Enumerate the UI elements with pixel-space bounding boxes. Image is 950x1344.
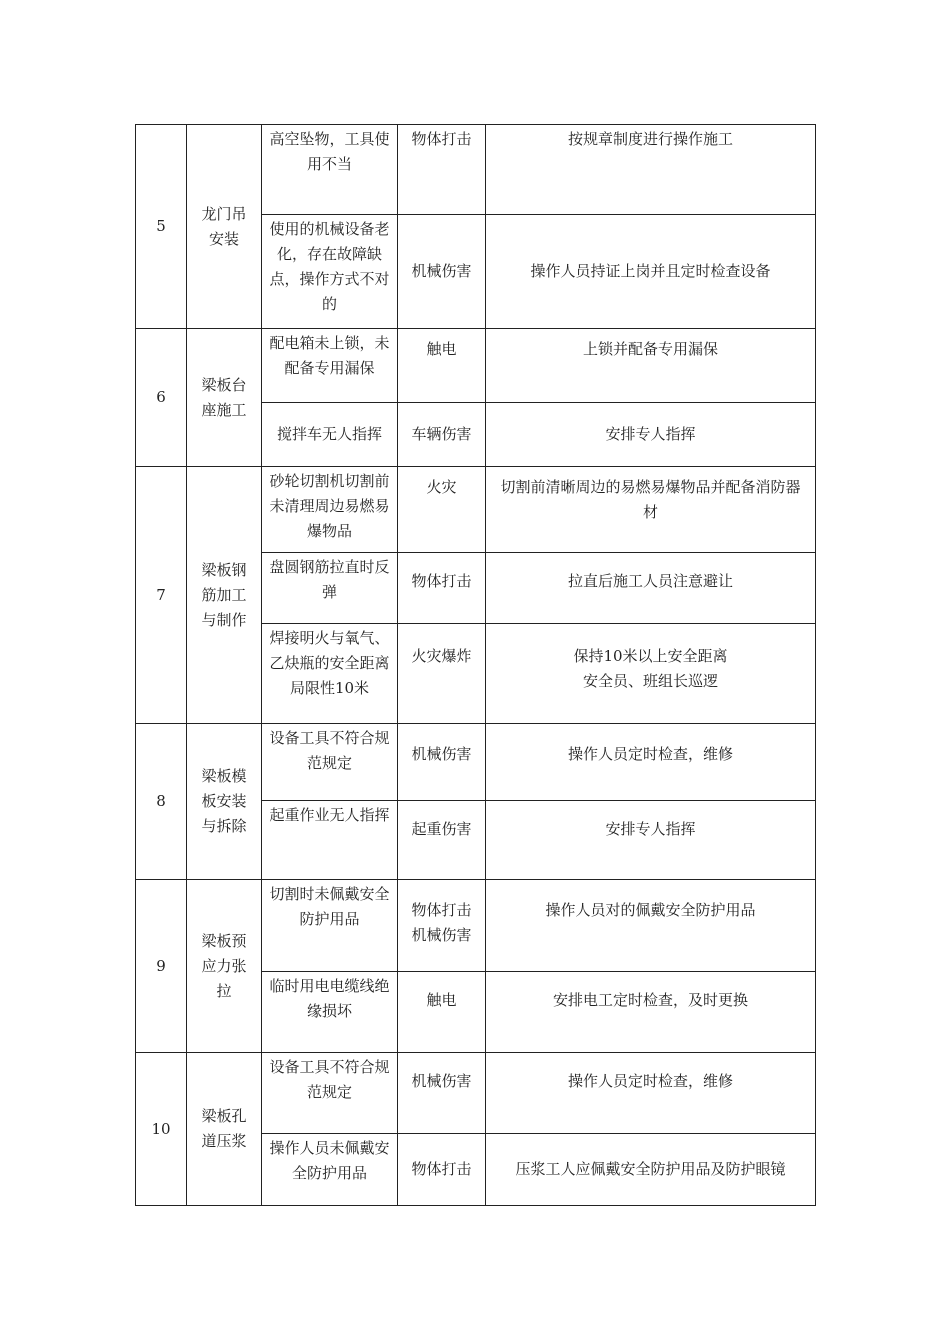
process-name: 梁板台座施工 <box>187 329 262 467</box>
accident-cell: 火灾 <box>398 467 486 553</box>
measure-cell: 上锁并配备专用漏保 <box>486 329 816 403</box>
measure-cell: 安排专人指挥 <box>486 801 816 880</box>
accident-cell: 机械伤害 <box>398 724 486 801</box>
measure-cell: 操作人员定时检查，维修 <box>486 1053 816 1134</box>
accident-cell: 物体打击 <box>398 553 486 624</box>
hazard-cell: 临时用电电缆线绝缘损坏 <box>262 972 398 1053</box>
hazard-cell: 配电箱未上锁，未配备专用漏保 <box>262 329 398 403</box>
hazard-cell: 砂轮切割机切割前未清理周边易燃易爆物品 <box>262 467 398 553</box>
hazard-cell: 使用的机械设备老化，存在故障缺点，操作方式不对的 <box>262 215 398 329</box>
measure-cell: 安排专人指挥 <box>486 403 816 467</box>
accident-line: 机械伤害 <box>411 926 472 944</box>
table-row <box>136 467 816 553</box>
accident-cell: 触电 <box>398 329 486 403</box>
table-row <box>136 880 816 972</box>
row-number: 9 <box>136 880 187 1053</box>
accident-cell: 起重伤害 <box>398 801 486 880</box>
hazard-cell: 设备工具不符合规范规定 <box>262 1053 398 1134</box>
row-number: 6 <box>136 329 187 467</box>
accident-line: 物体打击 <box>411 901 472 919</box>
hazard-cell: 盘圆钢筋拉直时反弹 <box>262 553 398 624</box>
accident-cell: 车辆伤害 <box>398 403 486 467</box>
table-row <box>136 125 816 215</box>
process-name: 梁板模板安装与拆除 <box>187 724 262 880</box>
measure-cell: 切割前清晰周边的易燃易爆物品并配备消防器材 <box>486 467 816 553</box>
row-number: 8 <box>136 724 187 880</box>
hazard-cell: 高空坠物，工具使用不当 <box>262 125 398 215</box>
measure-cell: 操作人员对的佩戴安全防护用品 <box>486 880 816 972</box>
hazard-cell: 焊接明火与氧气、乙炔瓶的安全距离局限性10米 <box>262 624 398 724</box>
accident-cell: 物体打击 <box>398 125 486 215</box>
measure-cell: 操作人员定时检查，维修 <box>486 724 816 801</box>
measure-cell <box>486 624 816 724</box>
hazard-cell: 搅拌车无人指挥 <box>262 403 398 467</box>
process-name: 梁板预应力张拉 <box>187 880 262 1053</box>
table-row <box>136 329 816 403</box>
accident-cell: 触电 <box>398 972 486 1053</box>
row-number: 10 <box>136 1053 187 1206</box>
measure-cell: 操作人员持证上岗并且定时检查设备 <box>486 215 816 329</box>
measure-cell: 压浆工人应佩戴安全防护用品及防护眼镜 <box>486 1134 816 1206</box>
accident-cell: 机械伤害 <box>398 215 486 329</box>
accident-cell: 火灾爆炸 <box>398 624 486 724</box>
measure-cell: 安排电工定时检查，及时更换 <box>486 972 816 1053</box>
row-number: 5 <box>136 125 187 329</box>
measure-line: 保持10米以上安全距离 <box>573 647 728 665</box>
accident-cell: 物体打击 <box>398 1134 486 1206</box>
process-name: 梁板孔道压浆 <box>187 1053 262 1206</box>
process-name: 梁板钢筋加工与制作 <box>187 467 262 724</box>
measure-cell: 拉直后施工人员注意避让 <box>486 553 816 624</box>
hazard-cell: 设备工具不符合规范规定 <box>262 724 398 801</box>
accident-cell <box>398 880 486 972</box>
measure-cell: 按规章制度进行操作施工 <box>486 125 816 215</box>
hazard-cell: 切割时未佩戴安全防护用品 <box>262 880 398 972</box>
row-number: 7 <box>136 467 187 724</box>
hazard-table <box>135 124 816 1206</box>
process-name: 龙门吊安装 <box>187 125 262 329</box>
table-row <box>136 1053 816 1134</box>
accident-cell: 机械伤害 <box>398 1053 486 1134</box>
hazard-cell: 起重作业无人指挥 <box>262 801 398 880</box>
table-row <box>136 724 816 801</box>
hazard-cell: 操作人员未佩戴安全防护用品 <box>262 1134 398 1206</box>
measure-line: 安全员、班组长巡逻 <box>582 672 718 690</box>
